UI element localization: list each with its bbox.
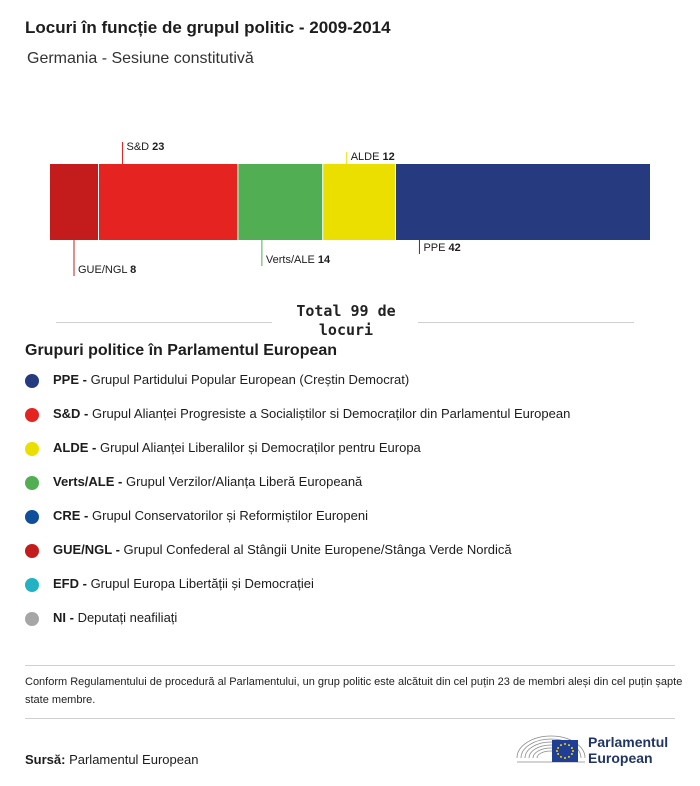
legend-dot-icon [25, 578, 39, 592]
footnote: Conform Regulamentului de procedură al Parlamentului, un grup politic este alcătuit din cel puțin 23 de membri aleși din cel puțin șapte state membre. [25, 676, 683, 706]
total-seats-label: Total 99 de locuri [296, 302, 396, 339]
legend-desc: Grupul Verzilor/Alianța Liberă Europeană [122, 474, 363, 489]
legend-label [53, 474, 362, 489]
legend-dot-icon [25, 374, 39, 388]
legend-label [53, 406, 570, 421]
legend-desc: Grupul Alianței Progresiste a Socialiștilor si Democraților din Parlamentul European [88, 406, 571, 421]
data-label: PPE 42 [423, 242, 461, 254]
legend-label [53, 508, 368, 523]
chart-subtitle: Germania - Sesiune constitutivă [27, 50, 254, 67]
logo-text [588, 734, 668, 766]
legend-abbr: CRE - [53, 508, 89, 523]
legend-dot-icon [25, 408, 39, 422]
data-label: ALDE 12 [350, 151, 395, 163]
legend-label [53, 372, 409, 387]
legend-desc: Grupul Conservatorilor și Reformiștilor Europeni [88, 508, 368, 523]
legend-abbr: GUE/NGL - [53, 542, 120, 557]
legend-desc: Grupul Partidului Popular European (Creștin Democrat) [86, 372, 410, 387]
legend-desc: Deputați neafiliați [73, 610, 178, 625]
source-value: Parlamentul European [65, 752, 199, 767]
legend-abbr: NI - [53, 610, 74, 625]
data-label: S&D 23 [126, 141, 165, 153]
bar-segment [395, 164, 650, 240]
logo-line2: European [588, 750, 653, 766]
legend-abbr: EFD - [53, 576, 87, 591]
chart-title: Locuri în funcție de grupul politic - 2009-2014 [25, 18, 391, 37]
legend-title: Grupuri politice în Parlamentul European [25, 342, 338, 359]
bar-segment [98, 164, 237, 240]
legend-abbr: PPE - [53, 372, 87, 387]
stacked-bar-chart [0, 130, 700, 290]
legend-desc: Grupul Alianței Liberalilor și Democraților pentru Europa [96, 440, 421, 455]
total-divider-right [418, 322, 634, 323]
legend-label [53, 440, 421, 455]
bar-segment [50, 164, 98, 240]
legend-desc: Grupul Europa Libertății și Democrației [86, 576, 314, 591]
total-divider-left [56, 322, 272, 323]
data-label: Verts/ALE 14 [265, 254, 331, 266]
legend-label [53, 576, 314, 591]
data-label: GUE/NGL 8 [78, 264, 137, 276]
source [25, 752, 198, 767]
legend-dot-icon [25, 442, 39, 456]
divider [25, 665, 675, 666]
bar-segment [323, 164, 396, 240]
legend-desc: Grupul Confederal al Stângii Unite Europene/Stânga Verde Nordică [119, 542, 512, 557]
legend-abbr: ALDE - [53, 440, 97, 455]
legend-dot-icon [25, 510, 39, 524]
legend-label [53, 610, 177, 625]
legend-abbr: Verts/ALE - [53, 474, 123, 489]
source-label: Sursă: [25, 752, 66, 767]
bar-segment [238, 164, 323, 240]
legend-abbr: S&D - [53, 406, 89, 421]
legend-dot-icon [25, 544, 39, 558]
legend-dot-icon [25, 612, 39, 626]
legend-label [53, 542, 512, 557]
logo-line1: Parlamentul [588, 734, 669, 750]
divider [25, 718, 675, 719]
legend-dot-icon [25, 476, 39, 490]
